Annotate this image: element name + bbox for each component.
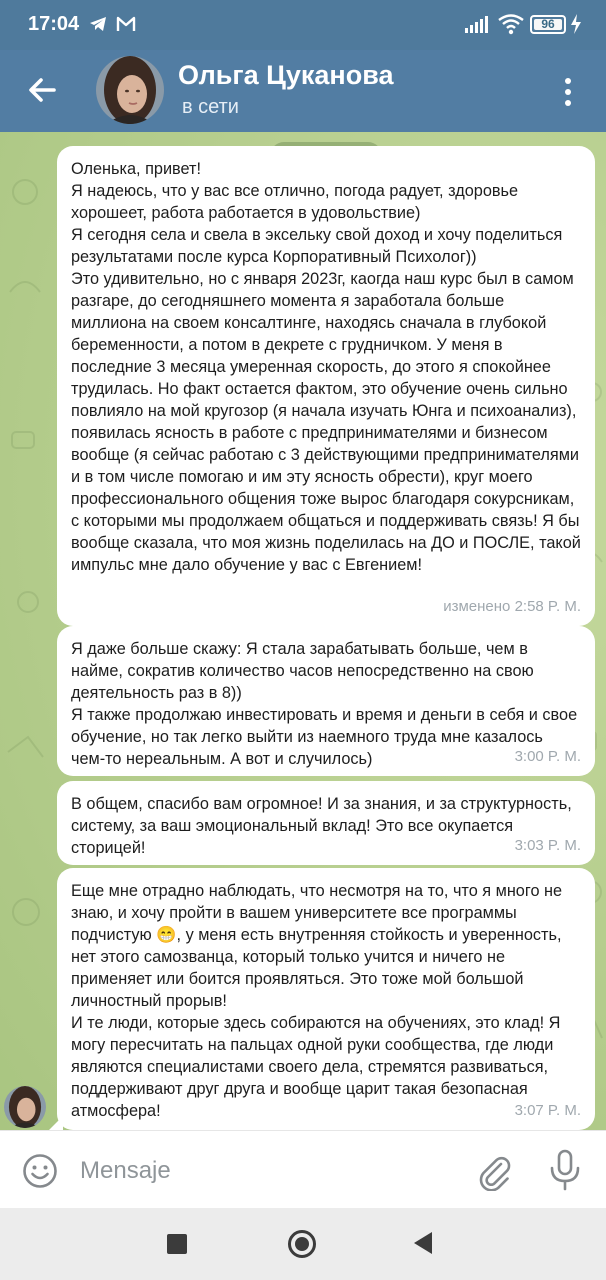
back-arrow-icon[interactable] [20, 68, 64, 112]
telegram-icon [88, 14, 108, 34]
gmail-icon [116, 15, 136, 33]
message-time: изменено 2:58 P. M. [443, 598, 581, 615]
message-text: В общем, спасибо вам огромное! И за знания, и за структурность, систему, за ваш эмоциональный вклад! Это все окупается сторицей! [71, 795, 577, 857]
wifi-icon [498, 13, 524, 35]
message-bubble[interactable] [57, 781, 595, 865]
message-bubble[interactable] [57, 868, 595, 1130]
more-vertical-icon[interactable] [556, 72, 580, 112]
message-time: 3:07 P. M. [514, 1102, 581, 1119]
message-bubble[interactable] [57, 626, 595, 776]
home-icon[interactable] [288, 1230, 316, 1258]
chat-header [0, 50, 606, 132]
navigation-bar [0, 1208, 606, 1280]
message-text: Оленька, привет! Я надеюсь, что у вас все отлично, погода радует, здоровье хорошеет, работа работается в удовольствие) Я сегодня села и свела в эксельку свой доход и хочу поделиться результатами после курса Корпоративный Психолог)) Это удивительно, но с января 2023г, каогда наш курс был в самом разгаре, до сегодняшнего момента я заработала больше миллиона на своем консалтинге, находясь сначала в глубокой беременности, а потом в декрете с грудничком. У меня в последние 3 месяца умеренная скорость, до этого я спокойнее трудилась. Но факт остается фактом, это обучение очень сильно повлияло на мой кругозор (я начала изучать Юнга и психоанализ), появилась ясность в работе с предпринимателями и бизнесом вообще (я сейчас работаю с 3 действующими предпринимателями и в том числе помогаю и им эту ясность обрести), круг моего профессионального общения тоже вырос благодаря сокурсникам, с которыми мы продолжаем общаться и поддерживать связь! Я бы вообще сказала, что моя жизнь поделилась на ДО и ПОСЛЕ, такой импульс мне дало обучение у вас с Евгением! [71, 160, 581, 574]
message-text: Я даже больше скажу: Я стала зарабатывать больше, чем в найме, сократив количество часов непосредственно на свою деятельность раз в 8)) Я также продолжаю инвестировать и время и деньги в себя и свое обучение, но так легко выйти из наемного труда мне казалось чем-то нереальным. А вот и случилось) [71, 640, 578, 768]
back-icon[interactable] [414, 1232, 432, 1254]
message-time: 3:00 P. M. [514, 748, 581, 765]
charging-icon [570, 14, 582, 34]
message-input-bar [0, 1130, 606, 1208]
signal-icon [464, 14, 490, 34]
emoji-icon[interactable] [22, 1153, 58, 1189]
chat-area[interactable] [0, 132, 606, 1130]
status-bar [0, 0, 606, 50]
message-text: Еще мне отрадно наблюдать, что несмотря на то, что я много не знаю, и хочу пройти в вашем университете все программы подчистую 😁, у меня есть внутренняя стойкость и уверенность, нет этого самозванца, который только учится и ничего не применяет или боится проявляться. Это тоже мой большой личностный прорыв! И те люди, которые здесь собираются на обучениях, это клад! Я могу пересчитать на пальцах одной руки сообщества, где люди являются специалистами своего дела, стремятся развиваться, поддерживают друг друга и вообще царит такая безопасная атмосфера! [71, 882, 563, 1120]
recents-icon[interactable] [167, 1234, 187, 1254]
battery-icon [530, 15, 566, 34]
contact-avatar[interactable] [96, 56, 164, 124]
message-bubble[interactable] [57, 146, 595, 626]
attach-icon[interactable] [474, 1151, 514, 1191]
sender-avatar[interactable] [4, 1086, 46, 1128]
bubble-tail [49, 1116, 63, 1130]
message-time: 3:03 P. M. [514, 837, 581, 854]
microphone-icon[interactable] [548, 1149, 582, 1191]
contact-status: в сети [182, 96, 239, 118]
status-time: 17:04 [28, 13, 80, 35]
battery-level: 96 [534, 19, 562, 30]
contact-name[interactable]: Ольга Цуканова [178, 60, 394, 90]
message-input[interactable] [80, 1151, 440, 1191]
